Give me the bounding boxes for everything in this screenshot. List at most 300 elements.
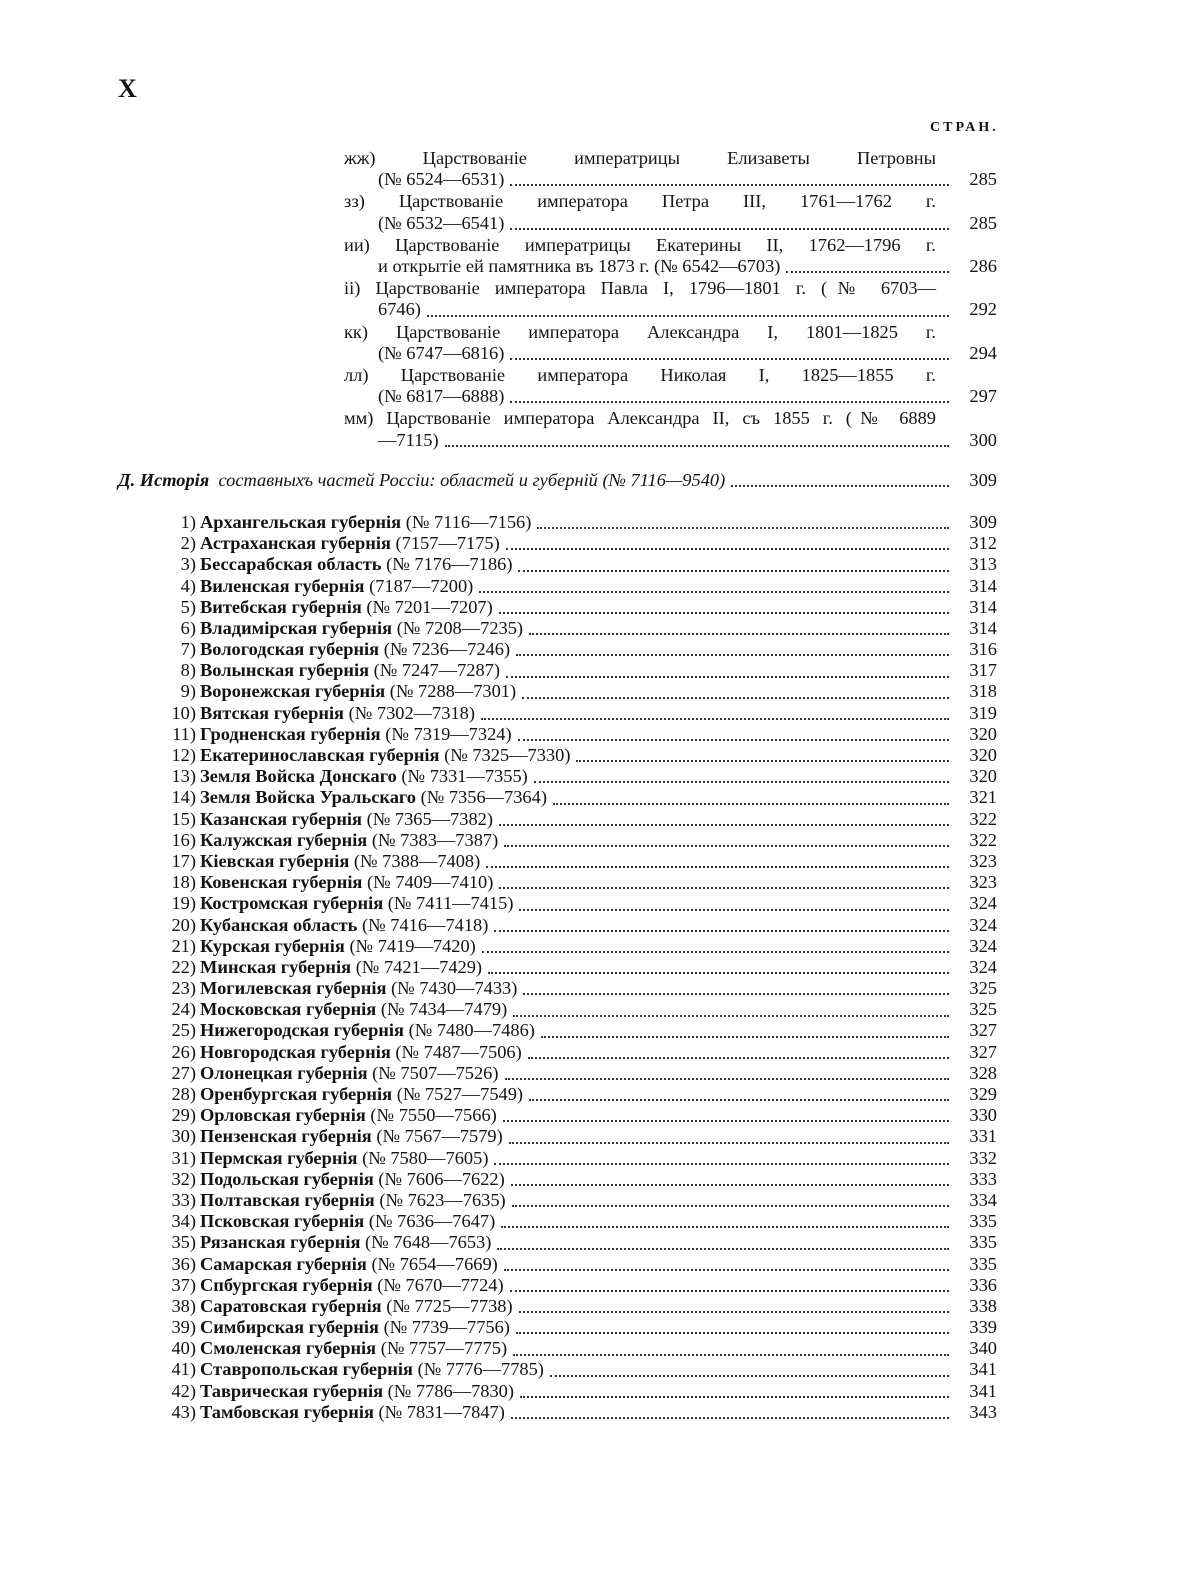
governorate-name: Минская губернія <box>200 956 352 977</box>
governorate-entry <box>160 703 997 724</box>
governorate-page: 314 <box>969 596 997 617</box>
governorate-name: Земля Войска Донскаго <box>200 766 397 787</box>
entry-number: 6) <box>180 617 196 638</box>
entry-number: 34) <box>171 1211 196 1232</box>
governorate-entry <box>160 957 997 978</box>
governorate-range: (№ 7725—7738) <box>386 1295 513 1316</box>
leader-dots <box>553 803 949 805</box>
governorate-name: Пензенская губернія <box>200 1126 372 1147</box>
governorate-entry <box>160 1148 997 1169</box>
governorate-entry <box>160 1254 997 1275</box>
governorate-range: (№ 7580—7605) <box>362 1147 489 1168</box>
governorate-name: Кіевская губернія <box>200 850 350 871</box>
leader-dots <box>499 612 949 614</box>
governorate-page: 309 <box>969 511 997 532</box>
governorate-range: (№ 7331—7355) <box>401 766 528 787</box>
governorate-title <box>200 1402 505 1423</box>
governorate-entry <box>160 936 997 957</box>
section-page: 309 <box>969 470 997 490</box>
governorate-range: (№ 7550—7566) <box>370 1105 497 1126</box>
entry-number: 1) <box>180 511 196 532</box>
governorate-entry <box>160 745 997 766</box>
reign-title: іі) Царствованіе императора Павла I, 1796—1801 г. (№ 6703— <box>344 278 936 299</box>
governorate-name: Владимірская губернія <box>200 617 393 638</box>
leader-dots <box>519 909 949 911</box>
leader-dots <box>499 887 949 889</box>
reign-title: зз) Царствованіе императора Петра III, 1761—1762 г. <box>344 191 936 212</box>
governorate-entry <box>160 1296 997 1317</box>
entry-number: 11) <box>172 723 196 744</box>
leader-dots <box>499 824 949 826</box>
leader-dots <box>501 1226 949 1228</box>
governorate-page: 314 <box>969 575 997 596</box>
reign-detail-line <box>344 430 997 451</box>
reign-entry <box>344 322 997 364</box>
governorate-entry <box>160 576 997 597</box>
entry-number: 26) <box>171 1041 196 1062</box>
governorate-name: Казанская губернія <box>200 808 362 829</box>
leader-dots <box>731 485 949 487</box>
governorate-range: (№ 7388—7408) <box>353 850 481 871</box>
governorate-entry <box>160 1126 997 1147</box>
governorate-title <box>200 1211 495 1232</box>
governorate-range: (№ 7776—7785) <box>417 1359 544 1380</box>
governorate-entry <box>160 682 997 703</box>
governorate-title <box>200 703 475 724</box>
governorate-title <box>200 639 510 660</box>
governorate-range: (№ 7527—7549) <box>396 1084 524 1105</box>
entry-number: 9) <box>180 681 196 702</box>
governorate-title <box>200 1338 507 1359</box>
entry-number: 24) <box>171 999 196 1020</box>
entry-number: 23) <box>171 978 196 999</box>
governorate-name: Нижегородская губернія <box>200 1020 404 1041</box>
entry-number: 19) <box>171 893 196 914</box>
governorate-title <box>200 830 498 851</box>
leader-dots <box>534 781 949 783</box>
governorate-name: Олонецкая губернія <box>200 1062 368 1083</box>
governorate-title <box>200 936 476 957</box>
governorate-name: Виленская губернія <box>200 575 365 596</box>
governorate-entry <box>160 830 997 851</box>
governorate-name: Бессарабская область <box>200 554 382 575</box>
reign-entry <box>344 278 997 320</box>
reign-entries <box>344 148 997 452</box>
reign-page: 294 <box>969 342 997 363</box>
entry-number: 4) <box>180 575 196 596</box>
governorate-title <box>200 809 493 830</box>
entry-number: 38) <box>171 1295 196 1316</box>
governorate-title <box>200 1232 491 1253</box>
governorate-range: (№ 7739—7756) <box>383 1317 510 1338</box>
reign-detail: и открытіе ей памятника въ 1873 г. (№ 6542—6703) <box>378 256 781 277</box>
governorate-title <box>200 1105 497 1126</box>
governorate-title <box>200 787 547 808</box>
governorate-entry <box>160 533 997 554</box>
entry-number: 42) <box>171 1380 196 1401</box>
governorate-page: 343 <box>969 1401 997 1422</box>
governorate-entry <box>160 1211 997 1232</box>
entry-number: 17) <box>171 850 196 871</box>
reign-detail-line <box>344 169 997 190</box>
governorate-page: 312 <box>969 533 997 554</box>
governorate-page: 330 <box>969 1105 997 1126</box>
leader-dots <box>513 1015 949 1017</box>
governorate-name: Смоленская губернія <box>200 1338 377 1359</box>
governorate-title <box>200 1381 514 1402</box>
governorate-range: (№ 7411—7415) <box>387 893 514 914</box>
leader-dots <box>550 1375 949 1377</box>
governorate-entry <box>160 1084 997 1105</box>
governorate-entry <box>160 1360 997 1381</box>
leader-dots <box>529 1099 949 1101</box>
leader-dots <box>518 570 949 572</box>
governorate-title <box>200 1084 523 1105</box>
governorate-name: Волынская губернія <box>200 660 370 681</box>
leader-dots <box>516 1332 949 1334</box>
governorate-name: Вологодская губернія <box>200 639 380 660</box>
governorate-page: 335 <box>969 1211 997 1232</box>
leader-dots <box>504 1269 949 1271</box>
reign-title: жж) Царствованіе императрицы Елизаветы Петровны <box>344 148 936 168</box>
governorate-range: (№ 7786—7830) <box>387 1380 515 1401</box>
leader-dots <box>541 1036 949 1038</box>
reign-detail-line <box>344 256 997 277</box>
governorate-page: 329 <box>969 1084 997 1105</box>
governorate-entry <box>160 1381 997 1402</box>
reign-detail: —7115) <box>378 429 439 450</box>
leader-dots <box>481 718 949 720</box>
governorate-entry <box>160 1232 997 1253</box>
reign-entry <box>344 191 997 233</box>
governorate-page: 320 <box>969 766 997 787</box>
governorate-name: Пермская губернія <box>200 1147 358 1168</box>
reign-entry <box>344 408 997 450</box>
entry-number: 13) <box>171 766 196 787</box>
governorate-title <box>200 1020 535 1041</box>
governorate-range: (№ 7325—7330) <box>444 745 571 766</box>
governorate-title <box>200 851 480 872</box>
leader-dots <box>529 633 949 635</box>
governorate-name: Симбирская губернія <box>200 1317 379 1338</box>
leader-dots <box>528 1057 949 1059</box>
governorate-entry <box>160 999 997 1020</box>
governorate-name: Самарская губернія <box>200 1253 367 1274</box>
entry-number: 22) <box>171 956 196 977</box>
entry-number: 39) <box>171 1317 196 1338</box>
leader-dots <box>488 972 949 974</box>
governorate-range: (№ 7606—7622) <box>378 1168 505 1189</box>
reign-page: 292 <box>969 299 997 320</box>
leader-dots <box>510 358 949 360</box>
governorate-entry <box>160 554 997 575</box>
page-column-header: СТРАН. <box>930 120 999 135</box>
entry-number: 5) <box>180 596 196 617</box>
reign-title: лл) Царствованіе императора Николая I, 1825—1855 г. <box>344 365 936 386</box>
governorate-entry <box>160 639 997 660</box>
entry-number: 35) <box>171 1232 196 1253</box>
reign-page: 300 <box>969 429 997 450</box>
governorate-title <box>200 681 516 702</box>
leader-dots <box>509 1142 949 1144</box>
governorate-title <box>200 915 488 936</box>
governorate-entry <box>160 1402 997 1423</box>
governorate-entry <box>160 660 997 681</box>
governorate-range: (№ 7201—7207) <box>366 596 493 617</box>
leader-dots <box>786 271 949 273</box>
leader-dots <box>510 184 949 186</box>
leader-dots <box>503 1120 949 1122</box>
governorate-entry <box>160 1275 997 1296</box>
leader-dots <box>523 993 949 995</box>
governorate-range: (№ 7623—7635) <box>379 1189 506 1210</box>
governorate-page: 323 <box>969 850 997 871</box>
governorate-range: (№ 7670—7724) <box>377 1274 504 1295</box>
governorate-title <box>200 1254 498 1275</box>
governorate-title <box>200 1275 504 1296</box>
governorate-name: Гродненская губернія <box>200 723 381 744</box>
governorate-name: Ковенская губернія <box>200 872 363 893</box>
governorate-entry <box>160 724 997 745</box>
governorate-title <box>200 618 523 639</box>
governorate-page: 323 <box>969 872 997 893</box>
governorate-range: (№ 7434—7479) <box>380 999 508 1020</box>
leader-dots <box>512 1205 949 1207</box>
governorate-page: 316 <box>969 639 997 660</box>
governorate-entry <box>160 872 997 893</box>
governorate-title <box>200 1317 510 1338</box>
governorate-title <box>200 999 507 1020</box>
governorate-range: (№ 7176—7186) <box>386 554 513 575</box>
governorate-page: 332 <box>969 1147 997 1168</box>
leader-dots <box>510 228 949 230</box>
reign-detail-line <box>344 386 997 407</box>
governorate-entry <box>160 1105 997 1126</box>
governorate-title <box>200 766 528 787</box>
governorate-range: (№ 7365—7382) <box>366 808 493 829</box>
governorate-title <box>200 1296 513 1317</box>
leader-dots <box>520 1396 949 1398</box>
entry-number: 28) <box>171 1084 196 1105</box>
governorate-page: 333 <box>969 1168 997 1189</box>
governorate-range: (№ 7648—7653) <box>365 1232 492 1253</box>
leader-dots <box>519 1311 949 1313</box>
governorate-title <box>200 978 517 999</box>
governorate-name: Костромская губернія <box>200 893 384 914</box>
governorate-title <box>200 1063 499 1084</box>
governorate-page: 340 <box>969 1338 997 1359</box>
governorate-title <box>200 554 512 575</box>
governorate-name: Спбургская губернія <box>200 1274 373 1295</box>
entry-number: 30) <box>171 1126 196 1147</box>
governorate-range: (№ 7421—7429) <box>355 956 483 977</box>
reign-detail: (№ 6532—6541) <box>378 212 505 233</box>
entry-number: 7) <box>180 639 196 660</box>
governorate-page: 314 <box>969 617 997 638</box>
governorate-name: Орловская губернія <box>200 1105 366 1126</box>
reign-detail: (№ 6817—6888) <box>378 386 505 407</box>
governorate-title <box>200 660 500 681</box>
governorate-range: (№ 7567—7579) <box>376 1126 503 1147</box>
leader-dots <box>537 527 949 529</box>
governorate-title <box>200 745 570 766</box>
governorate-entry <box>160 1338 997 1359</box>
reign-detail-line <box>344 343 997 364</box>
governorate-range: (№ 7247—7287) <box>373 660 500 681</box>
leader-dots <box>479 591 949 593</box>
governorate-name: Московская губернія <box>200 999 377 1020</box>
leader-dots <box>506 676 949 678</box>
leader-dots <box>506 548 949 550</box>
governorate-range: (№ 7383—7387) <box>371 829 499 850</box>
governorate-range: (№ 7430—7433) <box>391 978 518 999</box>
entry-number: 3) <box>180 554 196 575</box>
governorate-range: (№ 7757—7775) <box>380 1338 508 1359</box>
reign-page: 285 <box>969 169 997 190</box>
section-heading <box>118 470 997 491</box>
governorate-title <box>200 1042 522 1063</box>
governorate-name: Саратовская губернія <box>200 1295 382 1316</box>
governorate-page: 320 <box>969 745 997 766</box>
governorate-title <box>200 512 531 533</box>
governorate-range: (№ 7507—7526) <box>372 1062 499 1083</box>
entry-number: 25) <box>171 1020 196 1041</box>
governorate-title <box>200 1148 488 1169</box>
governorate-title <box>200 533 500 554</box>
governorate-name: Псковская губернія <box>200 1211 365 1232</box>
governorate-range: (№ 7654—7669) <box>371 1253 498 1274</box>
governorate-page: 324 <box>969 956 997 977</box>
leader-dots <box>511 1184 949 1186</box>
governorate-range: (№ 7487—7506) <box>395 1041 522 1062</box>
governorate-name: Екатеринославская губернія <box>200 745 440 766</box>
governorate-page: 325 <box>969 999 997 1020</box>
governorate-name: Ставропольская губернія <box>200 1359 413 1380</box>
governorate-title <box>200 1126 503 1147</box>
entry-number: 33) <box>171 1189 196 1210</box>
leader-dots <box>505 1078 949 1080</box>
governorate-entry <box>160 1042 997 1063</box>
reign-entry <box>344 365 997 407</box>
entry-number: 29) <box>171 1105 196 1126</box>
reign-page: 286 <box>969 256 997 277</box>
entry-number: 18) <box>171 872 196 893</box>
governorate-page: 336 <box>969 1274 997 1295</box>
section-title-text: составныхъ частей Россіи: областей и губерній (№ 7116—9540) <box>218 470 726 490</box>
leader-dots <box>518 739 949 741</box>
reign-detail: 6746) <box>378 299 421 320</box>
governorate-page: 325 <box>969 978 997 999</box>
governorate-entry <box>160 512 997 533</box>
reign-entry <box>344 235 997 277</box>
governorate-entry <box>160 1021 997 1042</box>
reign-entry <box>344 148 997 190</box>
governorate-name: Кубанская область <box>200 914 358 935</box>
governorate-range: (7187—7200) <box>369 575 474 596</box>
reign-title: ии) Царствованіе императрицы Екатерины II, 1762—1796 г. <box>344 234 936 255</box>
entry-number: 12) <box>171 745 196 766</box>
entry-number: 14) <box>171 787 196 808</box>
governorate-page: 324 <box>969 893 997 914</box>
governorate-range: (7157—7175) <box>395 533 500 554</box>
reign-detail-line <box>344 299 997 320</box>
entry-number: 27) <box>171 1062 196 1083</box>
governorate-page: 320 <box>969 723 997 744</box>
governorate-title <box>200 872 493 893</box>
entry-number: 36) <box>171 1253 196 1274</box>
governorate-range: (№ 7416—7418) <box>362 914 489 935</box>
governorate-page: 341 <box>969 1359 997 1380</box>
governorate-name: Астраханская губернія <box>200 533 391 554</box>
governorate-name: Вятская губернія <box>200 702 344 723</box>
entry-number: 15) <box>171 808 196 829</box>
governorate-title <box>200 957 482 978</box>
reign-page: 297 <box>969 386 997 407</box>
section-lead: Д. Исторія <box>118 470 210 490</box>
governorate-page: 327 <box>969 1020 997 1041</box>
governorate-range: (№ 7636—7647) <box>368 1211 496 1232</box>
governorate-entry <box>160 978 997 999</box>
leader-dots <box>445 445 949 447</box>
leader-dots <box>522 697 949 699</box>
leader-dots <box>510 1290 949 1292</box>
leader-dots <box>504 845 949 847</box>
governorate-entry <box>160 597 997 618</box>
governorate-title <box>200 1169 505 1190</box>
governorate-title <box>200 1190 506 1211</box>
governorate-page: 324 <box>969 914 997 935</box>
governorate-name: Калужская губернія <box>200 829 368 850</box>
governorate-name: Курская губернія <box>200 935 345 956</box>
governorate-range: (№ 7356—7364) <box>420 787 547 808</box>
leader-dots <box>511 1417 949 1419</box>
governorate-page: 322 <box>969 808 997 829</box>
governorate-name: Подольская губернія <box>200 1168 374 1189</box>
governorate-page: 313 <box>969 554 997 575</box>
governorate-entry <box>160 893 997 914</box>
governorate-name: Рязанская губернія <box>200 1232 361 1253</box>
governorate-name: Оренбургская губернія <box>200 1084 393 1105</box>
governorate-page: 321 <box>969 787 997 808</box>
leader-dots <box>513 1354 949 1356</box>
section-title <box>118 470 725 491</box>
governorate-name: Тамбовская губернія <box>200 1401 374 1422</box>
governorate-page: 341 <box>969 1380 997 1401</box>
governorate-entry <box>160 1063 997 1084</box>
leader-dots <box>497 1248 949 1250</box>
leader-dots <box>516 654 949 656</box>
governorate-page: 338 <box>969 1295 997 1316</box>
reign-page: 285 <box>969 212 997 233</box>
reign-detail: (№ 6747—6816) <box>378 342 505 363</box>
reign-detail-line <box>344 213 997 234</box>
leader-dots <box>494 930 949 932</box>
entry-number: 20) <box>171 914 196 935</box>
governorate-name: Витебская губернія <box>200 596 362 617</box>
governorate-name: Воронежская губернія <box>200 681 386 702</box>
governorate-entry <box>160 851 997 872</box>
governorate-range: (№ 7831—7847) <box>378 1401 505 1422</box>
reign-detail: (№ 6524—6531) <box>378 169 505 190</box>
entry-number: 41) <box>171 1359 196 1380</box>
governorate-name: Архангельская губернія <box>200 511 402 532</box>
reign-title: кк) Царствованіе императора Александра I, 1801—1825 г. <box>344 321 936 342</box>
governorate-entry <box>160 1190 997 1211</box>
leader-dots <box>510 401 949 403</box>
entry-number: 21) <box>171 935 196 956</box>
governorate-page: 324 <box>969 935 997 956</box>
governorate-page: 335 <box>969 1253 997 1274</box>
